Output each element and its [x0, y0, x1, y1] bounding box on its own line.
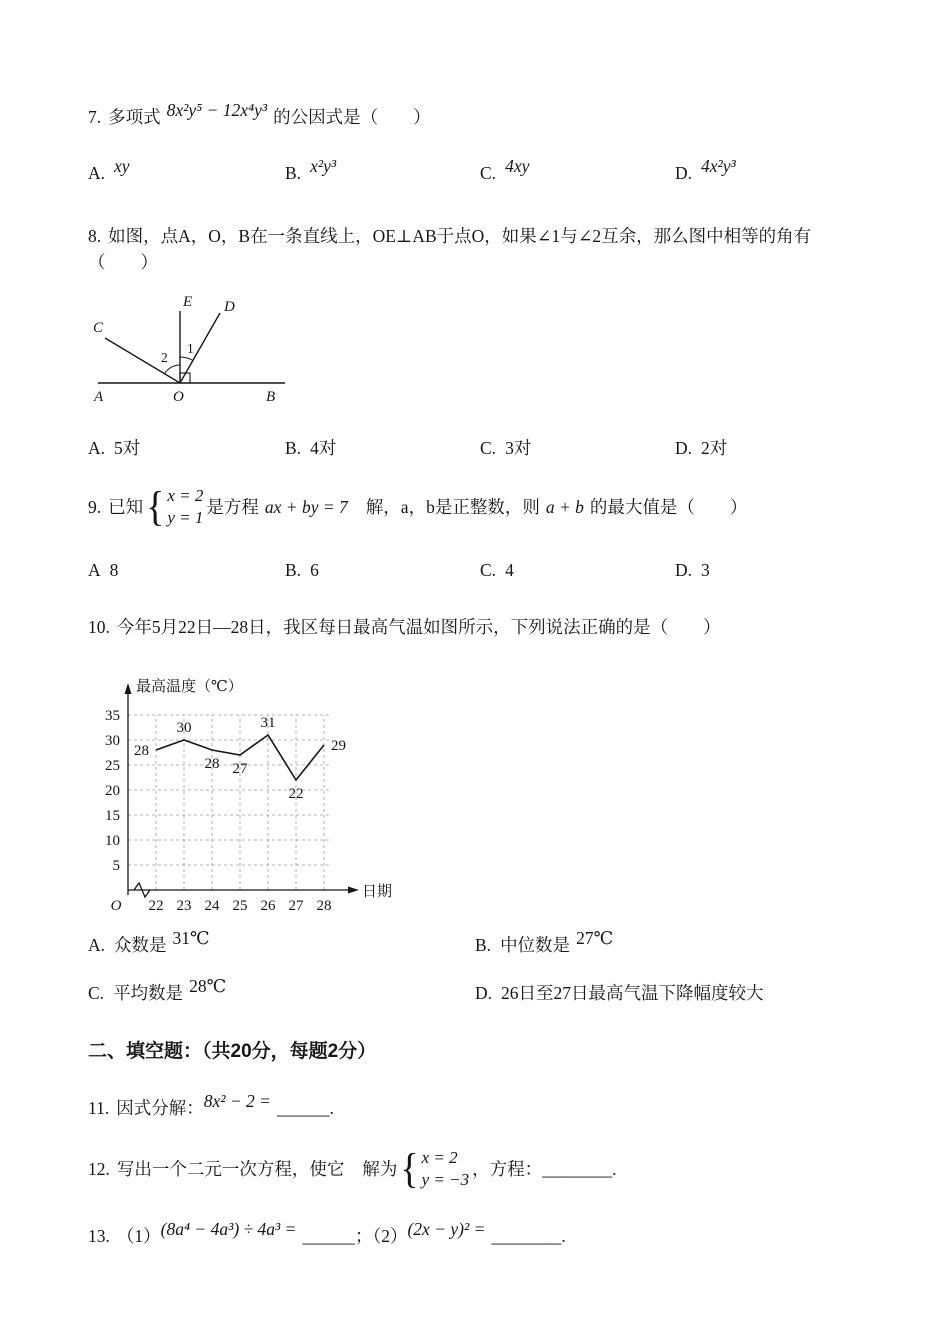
svg-text:31: 31 [260, 714, 276, 731]
question-9-equation: ax + by = 7 [264, 497, 348, 518]
question-11 [88, 1090, 862, 1121]
question-10 [88, 614, 862, 640]
question-text: 因式分解： [116, 1097, 204, 1118]
angle-2-arc [165, 365, 180, 374]
option-d: D. 2对 [675, 438, 728, 458]
question-number: 8. [88, 225, 102, 246]
question-9 [88, 485, 862, 529]
question-text: 解，a，b是正整数，则 [365, 497, 540, 518]
svg-text:O: O [110, 897, 122, 914]
svg-text:25: 25 [105, 757, 120, 774]
question-text: 写出一个二元一次方程，使它 [116, 1159, 345, 1180]
question-11-expression: 8x² − 2 = [203, 1090, 271, 1111]
ray-OC [105, 338, 180, 383]
svg-text:22: 22 [288, 785, 304, 802]
equation-system [146, 485, 203, 529]
equation-system [400, 1147, 469, 1191]
svg-text:27: 27 [288, 897, 304, 914]
option-d: D. 26日至27日最高气温下降幅度较大 [475, 983, 764, 1004]
answer-blank: ______ [277, 1097, 330, 1118]
svg-text:5: 5 [112, 857, 120, 874]
option-value: 28℃ [189, 976, 227, 997]
option-b: B. 4对 [285, 438, 337, 458]
question-number: 10. [88, 616, 110, 637]
angle-1-arc [180, 357, 193, 360]
temperature-chart [82, 650, 427, 918]
answer-blank: ______ [302, 1226, 355, 1247]
svg-text:24: 24 [204, 897, 220, 914]
question-text: ，方程：________. [472, 1159, 617, 1180]
point-label-C: C [93, 320, 104, 336]
question-number: 13. [88, 1226, 110, 1247]
question-text: 是方程 [206, 497, 259, 518]
svg-text:29: 29 [331, 737, 346, 754]
svg-text:25: 25 [232, 897, 248, 914]
option-b: B. 中位数是 27℃ [475, 932, 862, 958]
svg-text:10: 10 [105, 832, 120, 849]
svg-text:35: 35 [105, 707, 120, 724]
question-13-expression-2: (2x − y)² = [407, 1219, 486, 1240]
option-c: C. 平均数是 28℃ [88, 980, 475, 1006]
system-line-2: y = 1 [167, 508, 204, 528]
option-a: A. 众数是 31℃ [88, 932, 475, 958]
svg-text:28: 28 [204, 755, 220, 772]
angle-2-label: 2 [161, 350, 168, 365]
point-label-D: D [224, 299, 235, 315]
question-text: 的最大值是（ ） [589, 497, 748, 518]
svg-text:22: 22 [148, 897, 164, 914]
question-text: ；（2） [354, 1226, 408, 1247]
angle-1-label: 1 [187, 341, 194, 356]
question-text: . [329, 1097, 334, 1118]
option-c: C. 4xy [480, 156, 530, 184]
option-d: D. 4x²y³ [675, 156, 736, 184]
question-9-expression: a + b [545, 497, 584, 518]
option-a: A. xy [88, 156, 130, 184]
question-text: 多项式 [108, 107, 161, 127]
question-text: 如图，点A，O，B在一条直线上，OE⊥AB于点O，如果∠1与∠2互余，那么图中相等的角有（ ） [88, 225, 812, 272]
option-c: C. 4 [480, 560, 514, 581]
question-9-options [88, 557, 862, 583]
question-12 [88, 1147, 862, 1191]
svg-text:23: 23 [176, 897, 192, 914]
system-line-1: x = 2 [167, 486, 204, 506]
section-2-title: 二、填空题：（共20分，每题2分） [88, 1041, 377, 1063]
question-13-expression-1: (8a⁴ − 4a³) ÷ 4a³ = [160, 1219, 297, 1240]
point-label-A: A [94, 389, 104, 405]
svg-text:28: 28 [316, 897, 332, 914]
answer-blank: ________ [491, 1226, 562, 1247]
question-number: 12. [88, 1159, 110, 1180]
point-label-O: O [173, 389, 184, 405]
option-b: B. 6 [285, 560, 319, 581]
question-10-options-row-1 [88, 927, 862, 958]
question-7 [88, 100, 862, 130]
geometry-figure [90, 291, 302, 409]
question-7-expression: 8x²y⁵ − 12x⁴y³ [166, 100, 268, 120]
svg-text:15: 15 [105, 807, 120, 824]
svg-text:27: 27 [232, 760, 248, 777]
system-line-2: y = −3 [421, 1170, 470, 1190]
question-10-options-row-2 [88, 976, 862, 1006]
question-text: 已知 [108, 497, 144, 518]
part-1-label: （1） [116, 1226, 161, 1247]
question-text: 解为 [362, 1159, 398, 1180]
point-label-E: E [183, 294, 193, 310]
option-a: A. 5对 [88, 438, 141, 458]
svg-text:28: 28 [134, 742, 149, 759]
option-c: C. 3对 [480, 438, 532, 458]
option-b: B. x²y³ [285, 156, 337, 184]
question-text: 的公因式是（ ） [273, 107, 431, 127]
svg-text:日期: 日期 [362, 883, 393, 900]
svg-text:最高温度（℃）: 最高温度（℃） [136, 678, 243, 695]
svg-text:20: 20 [105, 782, 120, 799]
question-text: 今年5月22日—28日，我区每日最高气温如图所示，下列说法正确的是（ ） [116, 616, 721, 637]
brace-symbol: { [146, 483, 165, 531]
svg-text:26: 26 [260, 897, 276, 914]
question-8 [88, 223, 862, 276]
svg-text:30: 30 [176, 719, 192, 736]
question-number: 11. [88, 1097, 110, 1118]
question-number: 7. [88, 107, 102, 127]
question-text: . [561, 1226, 566, 1247]
svg-text:30: 30 [105, 732, 120, 749]
question-8-options [88, 435, 862, 461]
system-line-1: x = 2 [421, 1148, 458, 1168]
question-13 [88, 1219, 862, 1249]
option-a: A 8 [88, 560, 119, 581]
option-value: 27℃ [576, 927, 614, 948]
option-value: 31℃ [172, 927, 210, 948]
point-label-B: B [266, 389, 276, 405]
question-number: 9. [88, 497, 102, 518]
brace-symbol: { [400, 1145, 419, 1193]
question-7-options [88, 156, 862, 186]
option-d: D. 3 [675, 560, 710, 581]
